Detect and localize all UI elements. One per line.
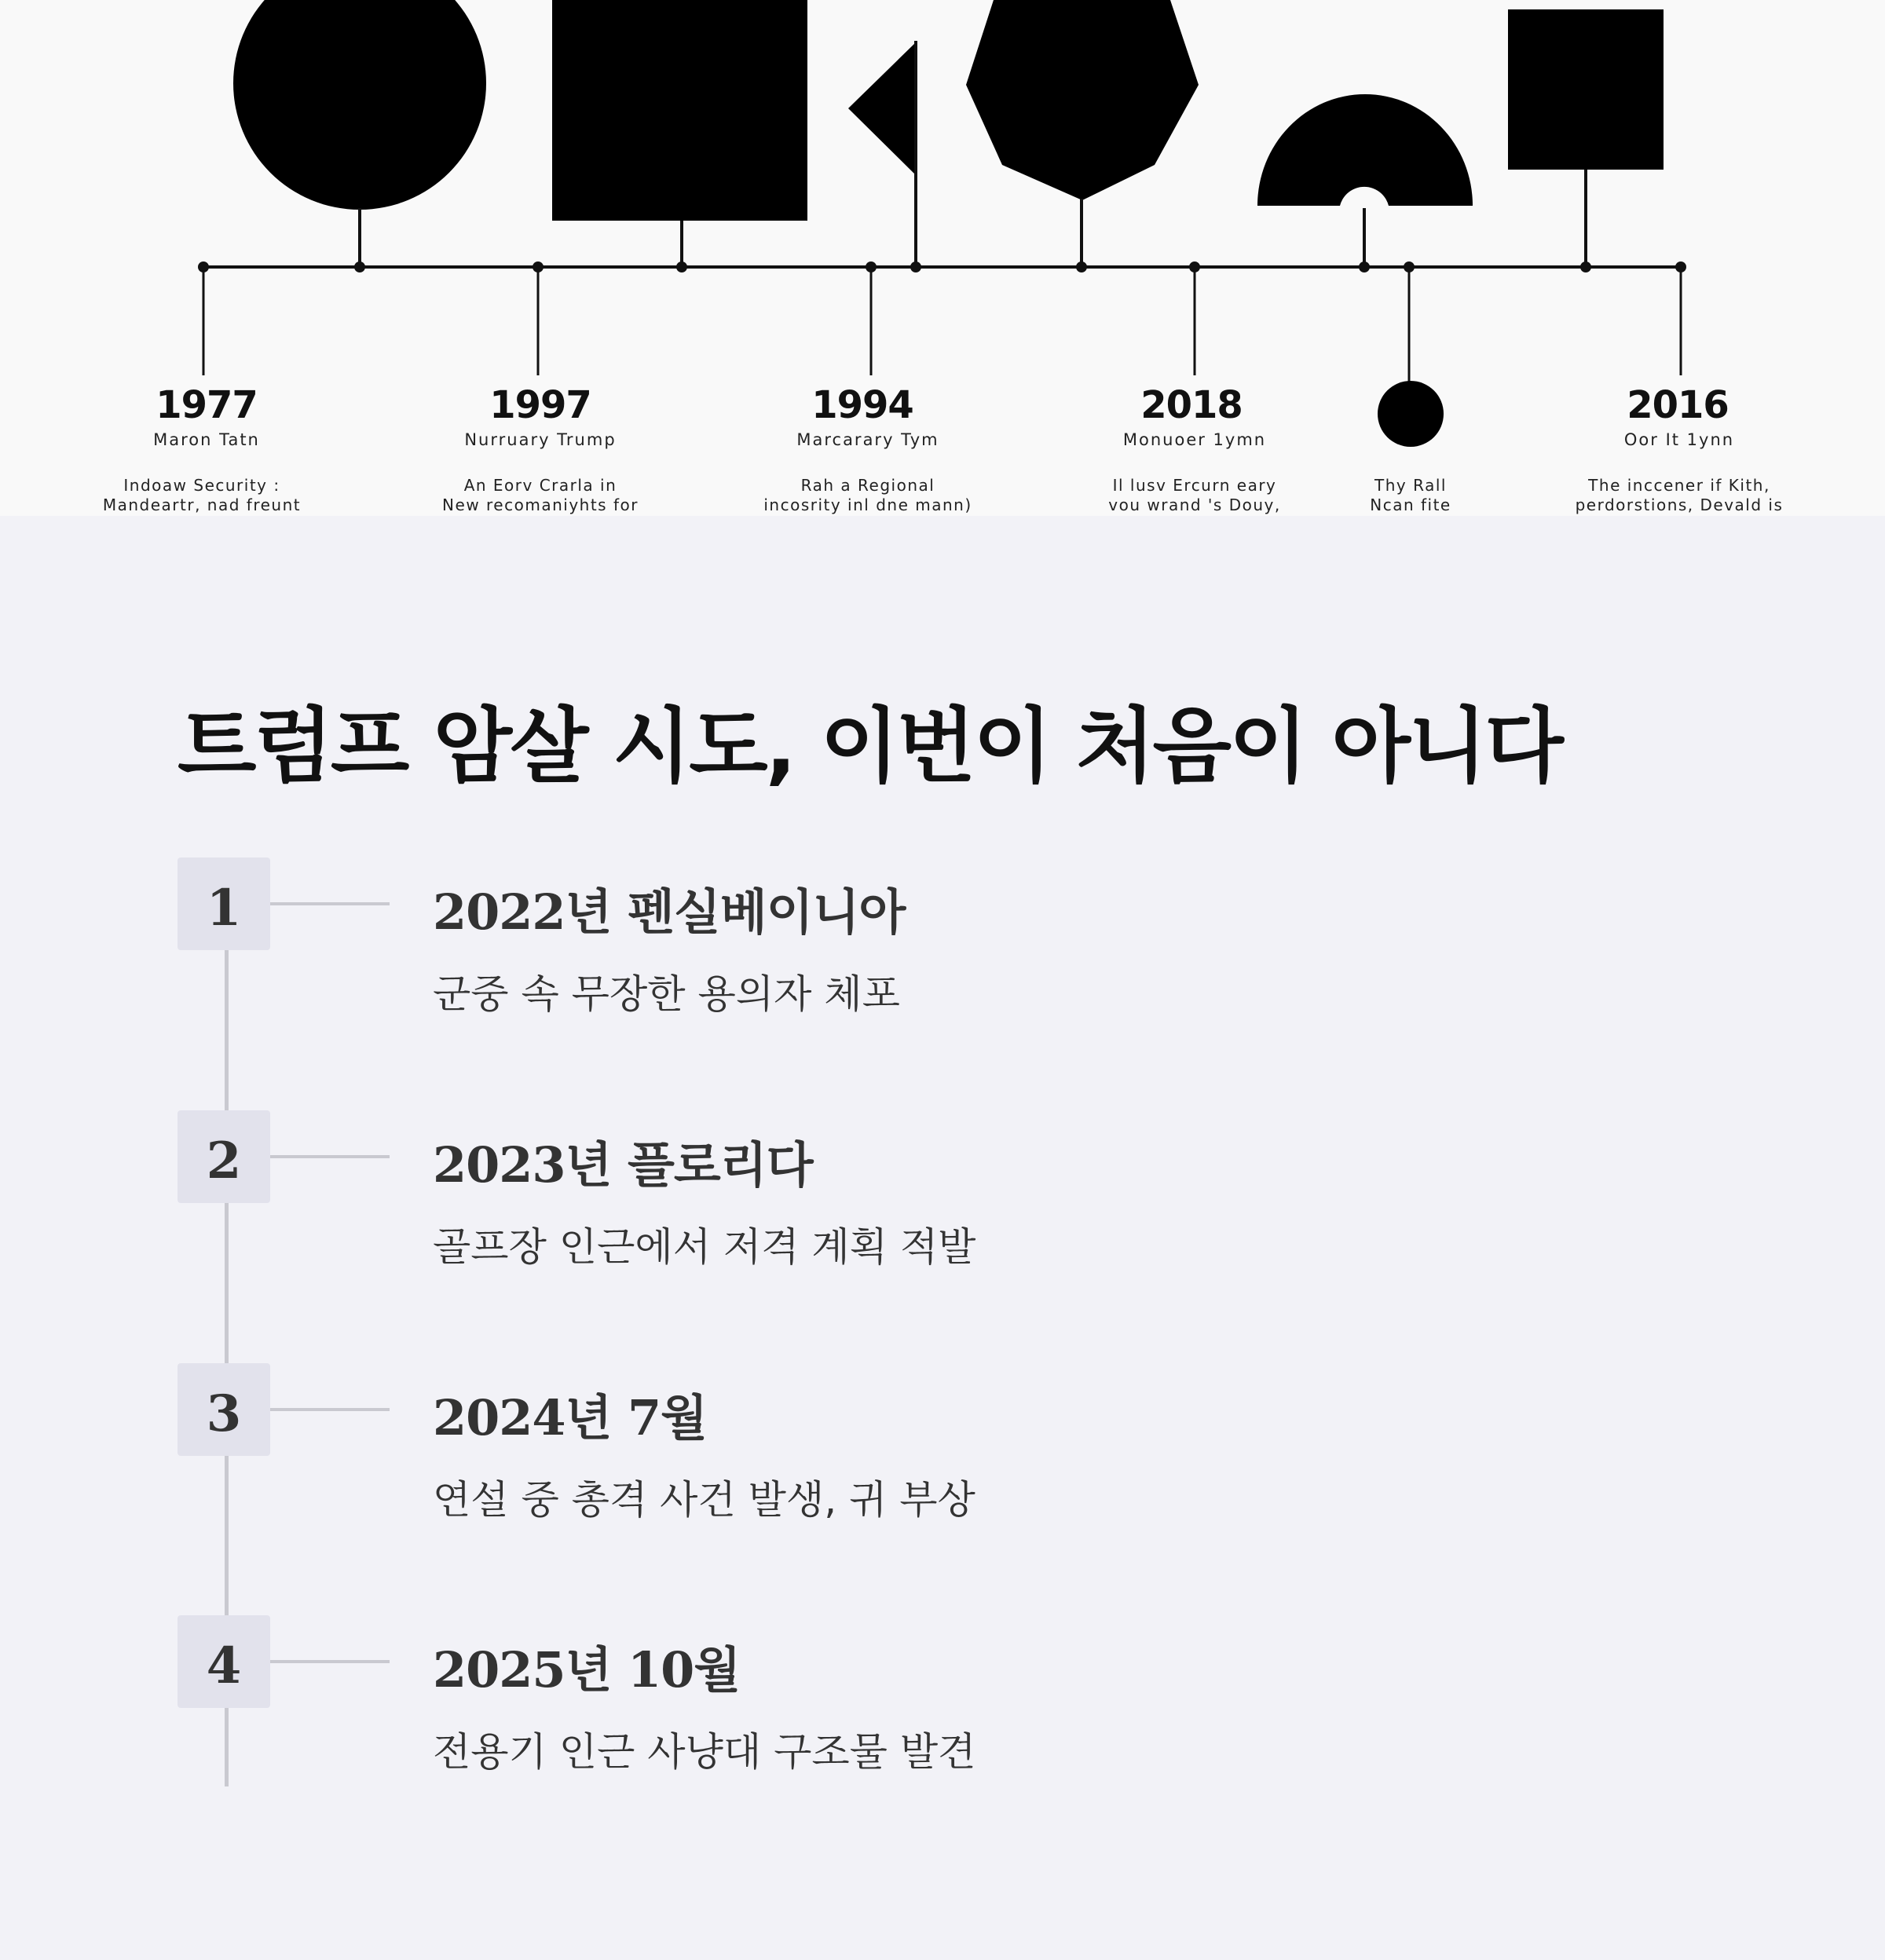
flag-shape (848, 41, 917, 177)
hero-desc-line: An Eorv Crarla in (463, 476, 617, 495)
semicircle-shape (1257, 94, 1473, 206)
hero-desc-line: perdorstions, Devald is (1575, 495, 1784, 514)
hero-year: 2016 (1627, 383, 1729, 427)
hero-subtitle: Maron Tatn (153, 430, 260, 449)
hero-subtitle: Marcarary Tym (796, 430, 939, 449)
hero-subtitle: Oor It 1ynn (1623, 430, 1735, 449)
hero-desc-line: vou wrand 's Douy, (1108, 495, 1281, 514)
entry-number-badge: 2 (178, 1110, 270, 1203)
hero-year: 2018 (1140, 383, 1243, 427)
hero-year: 1977 (156, 383, 258, 427)
entry-description: 골프장 인근에서 저격 계획 적발 (433, 1224, 976, 1270)
circle-shape (233, 0, 486, 210)
entry-title: 2023년 플로리다 (433, 1136, 813, 1194)
article-headline: 트럼프 암살 시도, 이번이 처음이 아니다 (178, 698, 1561, 794)
entry-number-badge: 4 (178, 1615, 270, 1708)
entry-number-badge: 1 (178, 858, 270, 950)
square-shape (552, 0, 807, 221)
heptagon-shape (966, 0, 1199, 200)
timeline-entry (178, 1363, 1434, 1560)
entry-description: 전용기 인근 사냥대 구조물 발견 (433, 1729, 976, 1775)
entry-description: 연설 중 총격 사건 발생, 귀 부상 (433, 1477, 975, 1523)
entry-title: 2025년 10월 (433, 1641, 741, 1699)
entry-connector (270, 1660, 390, 1663)
hero-desc-line: incosrity inl dne mann) (763, 495, 972, 514)
hero-year: 1997 (489, 383, 591, 427)
hero-desc-line: Indoaw Security : (123, 476, 280, 495)
hero-subtitle: Nurruary Trump (464, 430, 617, 449)
entry-connector (270, 1155, 390, 1158)
entry-description: 군중 속 무장한 용의자 체포 (433, 971, 900, 1017)
dot-shape (1378, 381, 1444, 447)
hero-year: 1994 (811, 383, 913, 427)
entry-connector (270, 1408, 390, 1411)
entry-connector (270, 902, 390, 905)
hero-desc-line: Thy Rall (1374, 476, 1447, 495)
timeline-entry (178, 1615, 1434, 1812)
hero-desc-line: New recomaniyhts for (442, 495, 639, 514)
hero-subtitle: Monuoer 1ymn (1122, 430, 1267, 449)
entry-title: 2024년 7월 (433, 1389, 708, 1446)
hero-illustration (0, 0, 1885, 516)
entry-number-badge: 3 (178, 1363, 270, 1456)
timeline-entry (178, 858, 1434, 1054)
entry-title: 2022년 펜실베이니아 (433, 883, 906, 941)
hero-desc-line: Rah a Regional (800, 476, 935, 495)
small-square-shape (1508, 9, 1664, 170)
hero-desc-line: Ncan fite (1370, 495, 1451, 514)
hero-desc-line: Il lusv Ercurn eary (1112, 476, 1277, 495)
hero-desc-line: The inccener if Kith, (1588, 476, 1770, 495)
hero-desc-line: Mandeartr, nad freunt (102, 495, 302, 514)
timeline-entry (178, 1110, 1434, 1307)
